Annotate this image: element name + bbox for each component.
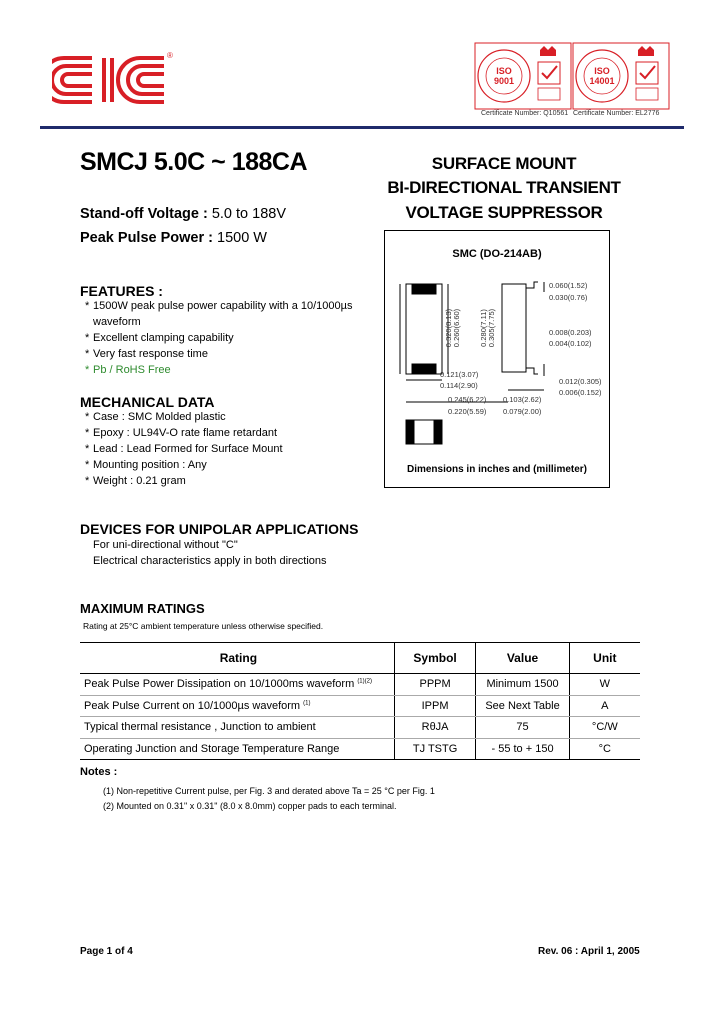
dim-v3: 0.320(8.13) bbox=[444, 308, 453, 348]
dim-d9: 0.245(6.22) bbox=[448, 395, 487, 404]
devices-line: For uni-directional without "C" bbox=[93, 539, 238, 551]
table-row: Peak Pulse Current on 10/1000µs waveform $^{(1)}$ IPPM See Next Table A bbox=[80, 695, 640, 717]
package-dimension-drawing bbox=[384, 262, 610, 462]
dim-d1: 0.060(1.52) bbox=[549, 281, 588, 290]
table-row: Operating Junction and Storage Temperature Range TJ TSTG - 55 to + 150 °C bbox=[80, 738, 640, 760]
dim-d3: 0.008(0.203) bbox=[549, 328, 592, 337]
dim-d11: 0.103(2.62) bbox=[503, 395, 542, 404]
cert1-number: Certificate Number: Q10561 bbox=[481, 110, 569, 117]
feature-item: Very fast response time bbox=[93, 348, 208, 360]
dim-d12: 0.079(2.00) bbox=[503, 407, 542, 416]
peak-pulse-power: Peak Pulse Power : 1500 W bbox=[80, 230, 267, 246]
devices-line: Electrical characteristics apply in both directions bbox=[93, 555, 327, 567]
iso-14001-certificate-badge bbox=[572, 42, 670, 112]
feature-item-rohs: Pb / RoHS Free bbox=[93, 364, 171, 376]
ratings-subheading: Rating at 25°C ambient temperature unless otherwise specified. bbox=[83, 621, 324, 631]
mechanical-item: Lead : Lead Formed for Surface Mount bbox=[93, 443, 283, 455]
dim-d7: 0.121(3.07) bbox=[440, 370, 479, 379]
dim-d2: 0.030(0.76) bbox=[549, 293, 588, 302]
part-number-title: SMCJ 5.0C ~ 188CA bbox=[80, 148, 308, 176]
ratings-heading: MAXIMUM RATINGS bbox=[80, 601, 205, 616]
cert1-badge-text: ISO bbox=[496, 66, 512, 76]
max-ratings-table bbox=[80, 642, 640, 760]
svg-text:9001: 9001 bbox=[493, 76, 515, 86]
device-type-line-1: SURFACE MOUNT bbox=[431, 154, 577, 173]
dim-d8: 0.114(2.90) bbox=[440, 381, 478, 390]
notes-heading: Notes : bbox=[80, 766, 118, 778]
col-unit: Unit bbox=[569, 643, 640, 674]
dim-d4: 0.004(0.102) bbox=[549, 339, 592, 348]
feature-item: 1500W peak pulse power capability with a 10/1000µs bbox=[93, 300, 353, 312]
package-name: SMC (DO-214AB) bbox=[452, 248, 542, 260]
dim-v1: 0.280(7.11) bbox=[479, 309, 488, 347]
table-row: Peak Pulse Power Dissipation on 10/1000ms waveform $^{(1)(2)}$ PPPM Minimum 1500 W bbox=[80, 674, 640, 696]
col-value: Value bbox=[476, 643, 569, 674]
eic-logo bbox=[52, 50, 177, 110]
mechanical-item: Mounting position : Any bbox=[93, 459, 207, 471]
dim-d10: 0.220(5.59) bbox=[448, 407, 487, 416]
devices-heading: DEVICES FOR UNIPOLAR APPLICATIONS bbox=[80, 521, 359, 537]
dim-d5: 0.012(0.305) bbox=[559, 377, 602, 386]
svg-text:®: ® bbox=[167, 51, 173, 60]
page-number: Page 1 of 4 bbox=[80, 946, 133, 957]
note-item: (2) Mounted on 0.31" x 0.31" (8.0 x 8.0mm) copper pads to each terminal. bbox=[103, 801, 397, 811]
device-type-line-2: BI-DIRECTIONAL TRANSIENT bbox=[387, 178, 621, 197]
table-row: Typical thermal resistance , Junction to ambient RθJA 75 °C/W bbox=[80, 717, 640, 739]
dim-v4: 0.260(6.60) bbox=[452, 308, 461, 348]
device-type-line-3: VOLTAGE SUPPRESSOR bbox=[405, 203, 603, 222]
svg-text:ISO: ISO bbox=[594, 66, 610, 76]
standoff-voltage: Stand-off Voltage : 5.0 to 188V bbox=[80, 206, 287, 222]
dim-v2: 0.305(7.75) bbox=[487, 308, 496, 348]
mechanical-item: Case : SMC Molded plastic bbox=[93, 411, 226, 423]
table-header-row bbox=[80, 643, 640, 674]
col-rating: Rating bbox=[80, 643, 394, 674]
feature-item: Excellent clamping capability bbox=[93, 332, 234, 344]
mechanical-heading: MECHANICAL DATA bbox=[80, 394, 215, 410]
cert2-number: Certificate Number: EL2776 bbox=[573, 110, 660, 117]
mechanical-item: Weight : 0.21 gram bbox=[93, 475, 186, 487]
revision: Rev. 06 : April 1, 2005 bbox=[538, 946, 640, 957]
mechanical-item: Epoxy : UL94V-O rate flame retardant bbox=[93, 427, 278, 439]
package-caption: Dimensions in inches and (millimeter) bbox=[406, 464, 588, 475]
header-rule bbox=[40, 126, 684, 129]
note-item: (1) Non-repetitive Current pulse, per Fig. 3 and derated above Ta = 25 °C per Fig. 1 bbox=[103, 786, 435, 796]
iso-9001-certificate-badge bbox=[474, 42, 572, 112]
dim-d6: 0.006(0.152) bbox=[559, 388, 602, 397]
svg-text:14001: 14001 bbox=[589, 76, 615, 86]
feature-item: waveform bbox=[93, 316, 141, 328]
col-symbol: Symbol bbox=[394, 643, 476, 674]
features-heading: FEATURES : bbox=[80, 283, 163, 299]
